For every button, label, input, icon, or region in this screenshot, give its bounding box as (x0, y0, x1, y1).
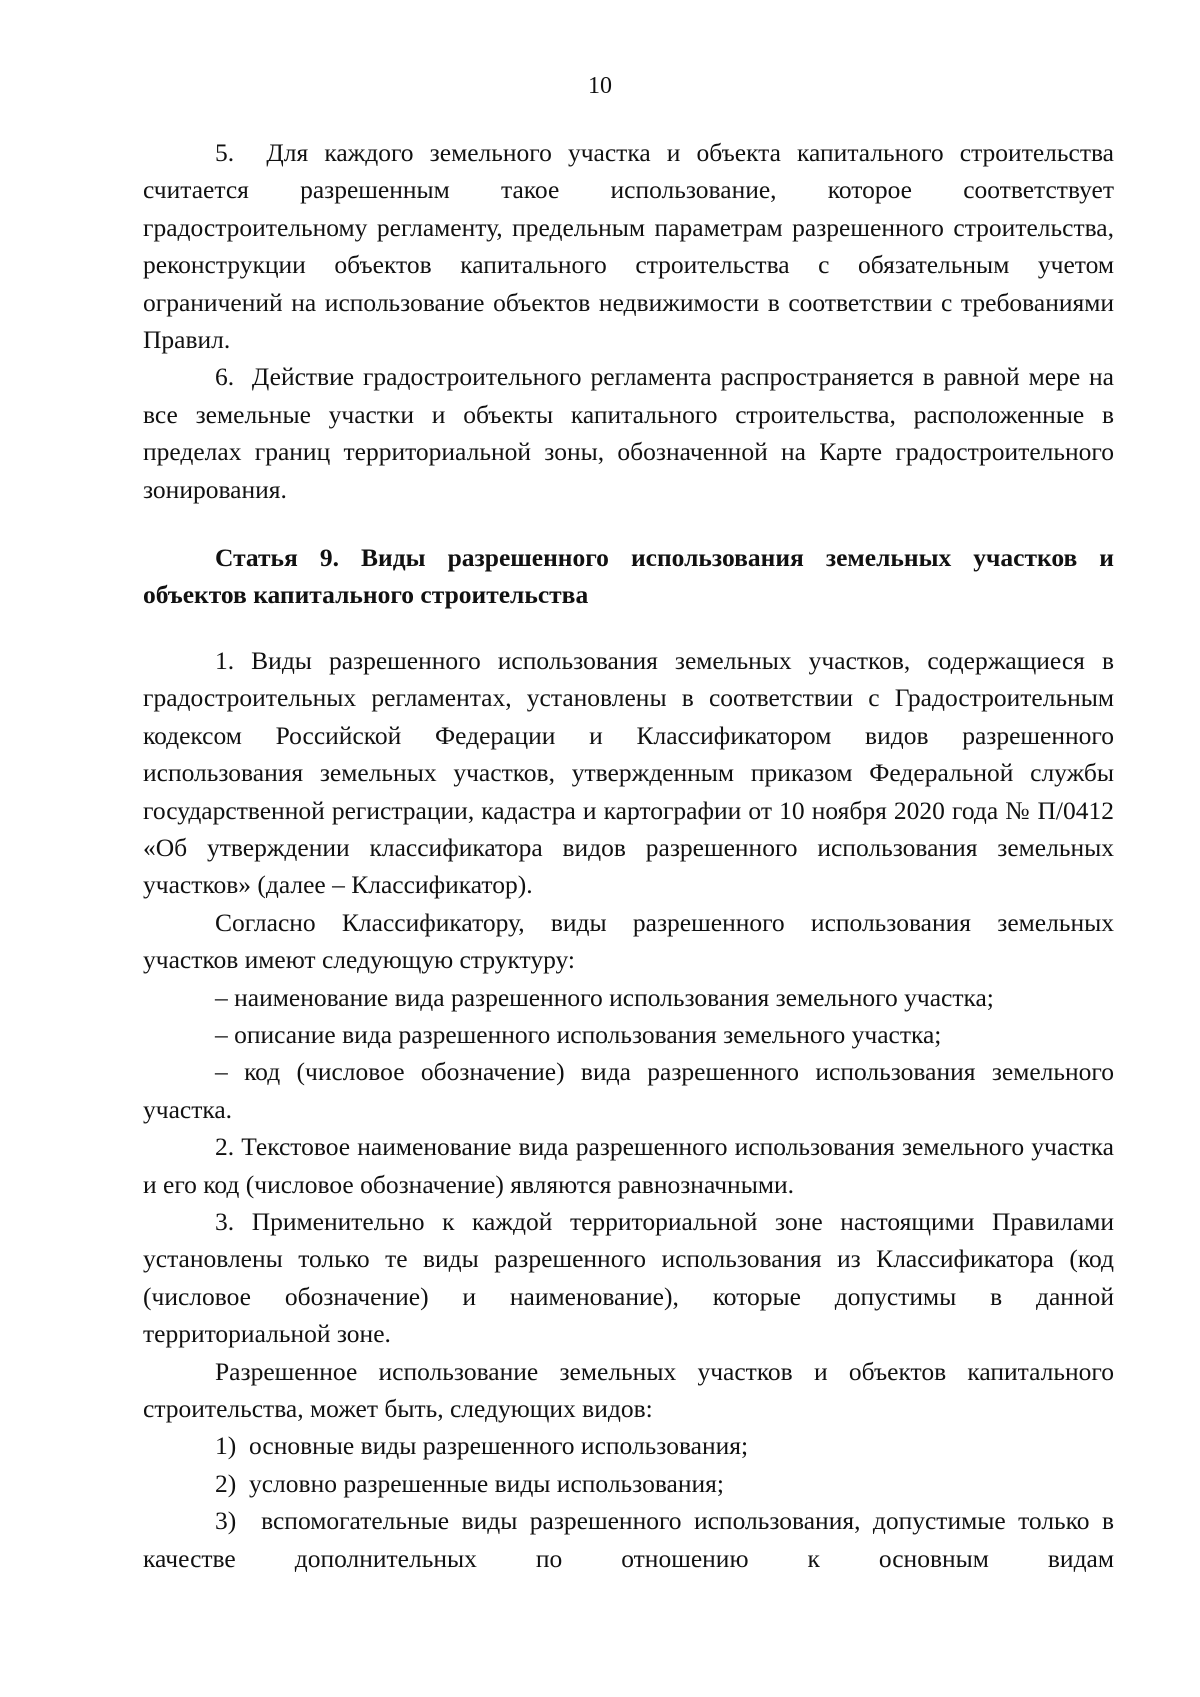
document-body (143, 134, 1114, 1577)
kinds-item-2: 2) условно разрешенные виды использования; (215, 1468, 724, 1498)
kinds-item-1: 1) основные виды разрешенного использования; (215, 1431, 749, 1461)
structure-item-name: – наименование вида разрешенного использования земельного участка; (215, 982, 994, 1012)
structure-paragraph: Согласно Классификатору, виды разрешенного использования земельных участков имеют следующую структуру: (143, 907, 1114, 975)
page-number: 10 (588, 73, 612, 99)
article-paragraph-2: 2. Текстовое наименование вида разрешенного использования земельного участка и его код (числовое обозначение) являются равнозначными. (143, 1132, 1114, 1199)
kinds-item-3: 3) вспомогательные виды разрешенного использования, допустимые только в качестве дополнительных по отношению к основным видам (143, 1506, 1114, 1573)
article-heading: Статья 9. Виды разрешенного использования земельных участков и объектов капитального строительства (143, 543, 1114, 610)
paragraph-5: 5. Для каждого земельного участка и объекта капитального строительства считается разрешенным такое использование, которое соответствует градостроительному регламенту, предельным параметрам разрешенного строительства, реконструкции объектов капитального строительства с обязательным учетом ограничений на использование объектов недвижимости в соответствии с требованиями Правил. (143, 138, 1114, 355)
article-paragraph-1: 1. Виды разрешенного использования земельных участков, содержащиеся в градостроительных регламентах, установлены в соответствии с Градостроительным кодексом Российской Федерации и Классификатором видов разрешенного использования земельных участков, утвержденным приказом Федеральной службы государственной регистрации, кадастра и картографии от 10 ноября 2020 года № П/0412 «Об утверждении классификатора видов разрешенного использования земельных участков» (далее – Классификатор). (143, 645, 1114, 900)
structure-item-description: – описание вида разрешенного использования земельного участка; (215, 1019, 942, 1049)
article-paragraph-3: 3. Применительно к каждой территориальной зоне настоящими Правилами установлены только те виды разрешенного использования из Классификатора (код (числовое обозначение) и наименование), которые допустимы в данной территориальной зоне. (143, 1206, 1114, 1349)
kinds-paragraph: Разрешенное использование земельных участков и объектов капитального строительства, может быть, следующих видов: (143, 1356, 1114, 1423)
paragraph-6: 6. Действие градостроительного регламента распространяется в равной мере на все земельные участки и объекты капитального строительства, расположенные в пределах границ территориальной зоны, обозначенной на Карте градостроительного зонирования. (143, 362, 1114, 504)
structure-item-code: – код (числовое обозначение) вида разрешенного использования земельного участка. (143, 1057, 1114, 1124)
